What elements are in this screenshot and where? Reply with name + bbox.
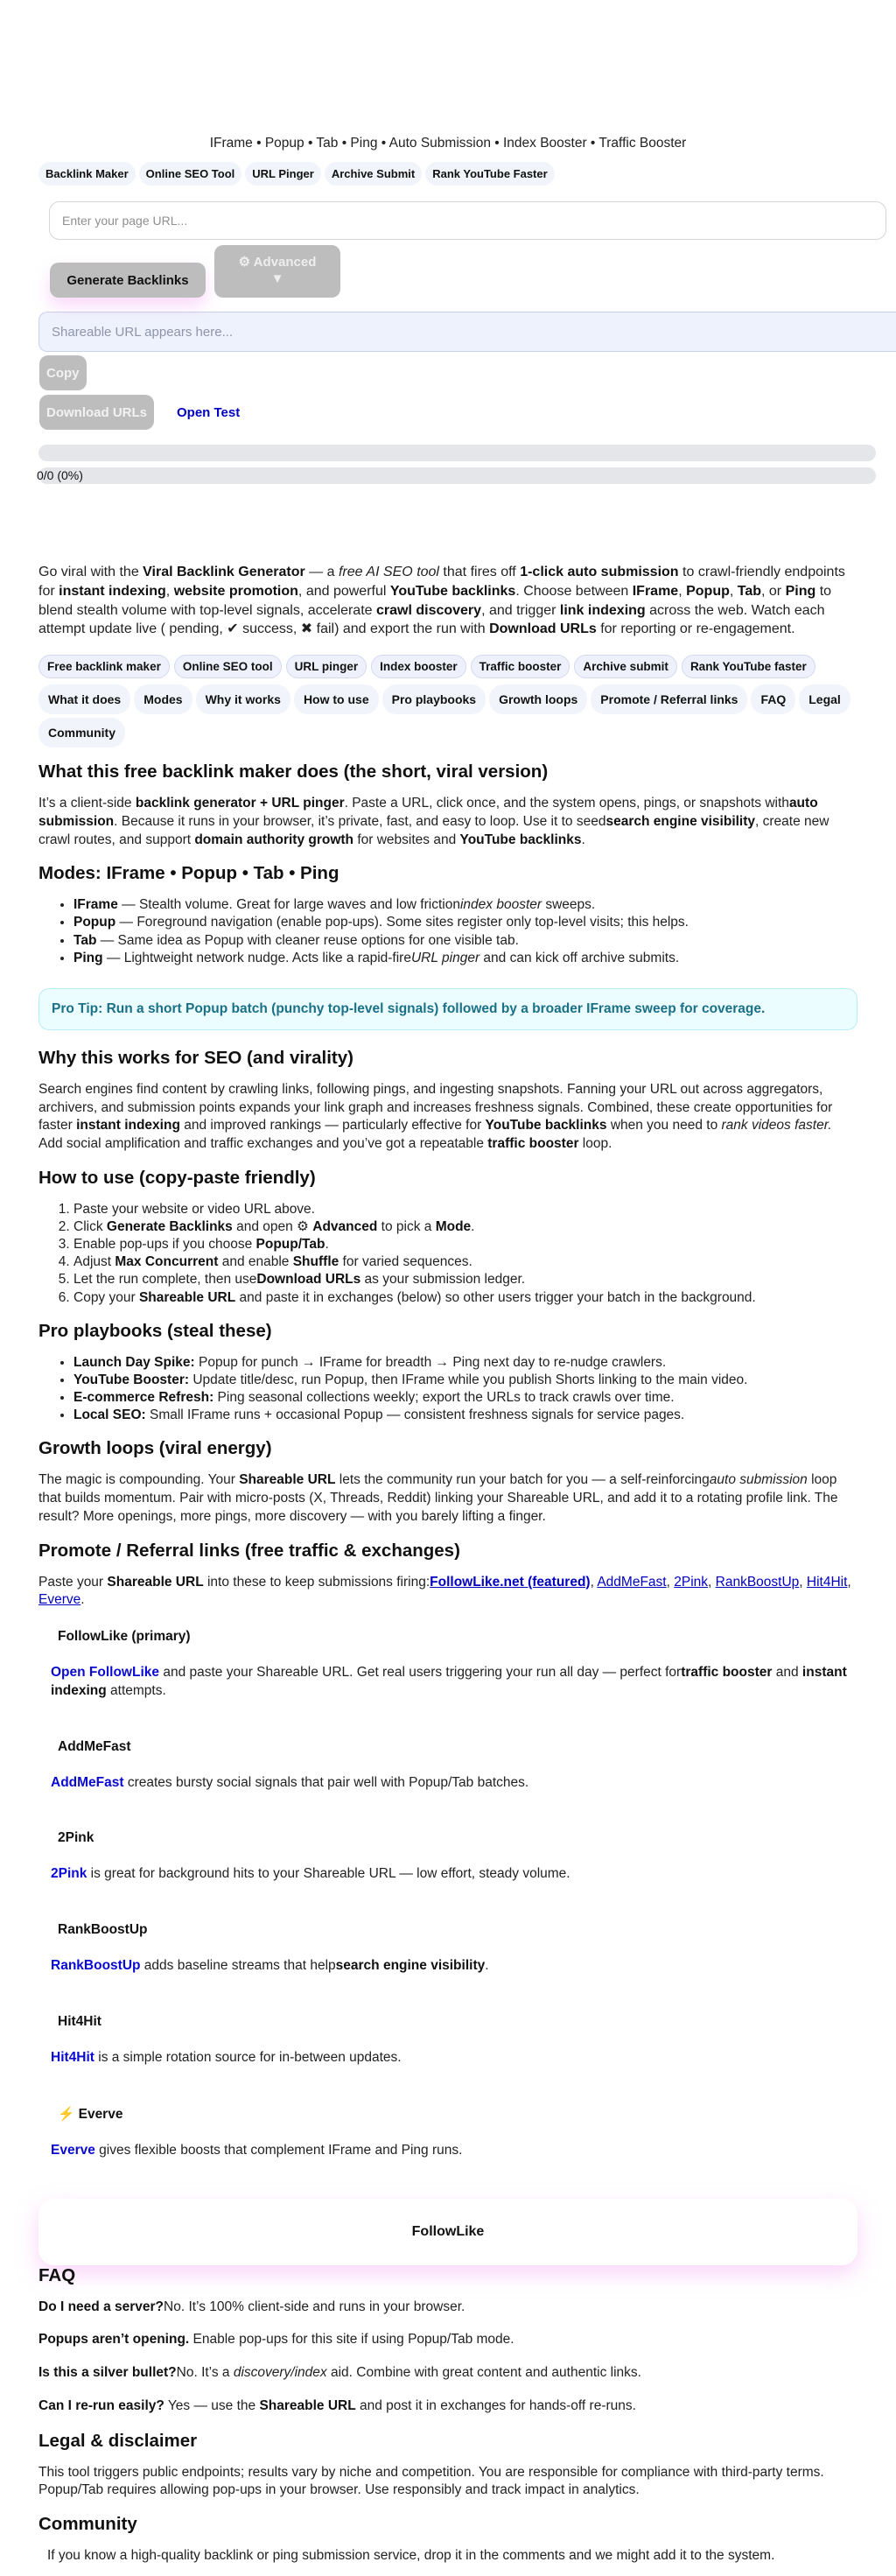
nav-faq[interactable]: FAQ (751, 684, 795, 714)
mode-item-tab: • Tab — Same idea as Popup with cleaner reuse options for one visible tab. (74, 932, 858, 950)
generate-backlinks-button[interactable]: Generate Backlinks (50, 263, 206, 298)
nav-growth-loops[interactable]: Growth loops (489, 684, 587, 714)
keyword-chip: Index booster (371, 655, 466, 678)
partner-addmefast (51, 1739, 858, 1793)
partner-desc: Hit4Hit is a simple rotation source for in-between updates. (51, 2049, 402, 2065)
link-addmefast[interactable]: AddMeFast (597, 1574, 667, 1590)
partner-title: ⚡ Everve (58, 2106, 123, 2122)
nav-what-it-does[interactable]: What it does (38, 684, 130, 714)
advanced-label: ⚙ Advanced (238, 255, 317, 270)
faq-section (38, 2265, 858, 2416)
link-hit4hit[interactable]: Hit4Hit (806, 1574, 848, 1590)
download-row (39, 395, 858, 430)
chip-backlink-maker: Backlink Maker (38, 162, 136, 186)
step-item: 2. Click Generate Backlinks and open ⚙ Advanced to pick a Mode. (74, 1218, 858, 1236)
progress-status (38, 467, 876, 484)
playbook-item: • YouTube Booster: Update title/desc, run Popup, then IFrame while you publish Shorts linking to the main video. (74, 1372, 858, 1389)
growth-paragraph: The magic is compounding. Your Shareable URL lets the community run your batch for you — a self-reinforcingauto submission loop that builds momentum. Pair with micro-posts (X, Threads, Reddit) linking your Shareable URL, and add it to a rotating profile link. The result? More openings, more pings, more discovery — with you barely lifting a finger. (38, 1472, 838, 1524)
link-followlike[interactable]: FollowLike.net (featured) (430, 1574, 591, 1590)
keyword-chips (38, 655, 858, 678)
section-title-legal: Legal & disclaimer (38, 2430, 198, 2451)
nav-modes[interactable]: Modes (134, 684, 192, 714)
top-spacer (38, 0, 858, 136)
section-nav (38, 684, 858, 748)
keyword-chip: Rank YouTube faster (682, 655, 816, 678)
partner-title: AddMeFast (58, 1738, 131, 1754)
playbooks-list (38, 1354, 858, 1425)
chip-online-seo-tool: Online SEO Tool (139, 162, 242, 186)
progress-bar (38, 445, 876, 461)
partner-desc: RankBoostUp adds baseline streams that helpsearch engine visibility. (51, 1958, 489, 1974)
faq-item: Is this a silver bullet?No. It’s a discovery/index aid. Combine with great content and authentic links. (38, 2365, 641, 2381)
addmefast-link[interactable]: AddMeFast (51, 1774, 124, 1790)
legal-paragraph: This tool triggers public endpoints; results vary by niche and competition. You are responsible for compliance with third-party terms. Popup/Tab requires allowing pop-ups in your browser. Use responsibly and track impact in analytics. (38, 2464, 824, 2498)
nav-promote[interactable]: Promote / Referral links (591, 684, 747, 714)
section-title-community: Community (38, 2514, 137, 2535)
partner-title: 2Pink (58, 1830, 94, 1846)
partner-desc: Open FollowLike and paste your Shareable URL. Get real users triggering your run all day — perfect fortraffic booster and instant indexing attempts. (51, 1665, 847, 1698)
community-paragraph: If you know a high-quality backlink or ping submission service, drop it in the comments and we might add it to the system. (47, 2548, 775, 2564)
step-item: 3. Enable pop-ups if you choose Popup/Tab. (74, 1236, 858, 1253)
progress-text: 0/0 (0%) (37, 468, 83, 482)
everve-link[interactable]: Everve (51, 2142, 95, 2158)
keyword-chip: Archive submit (574, 655, 677, 678)
faq-item: Can I re-run easily? Yes — use the Shareable URL and post it in exchanges for hands-off re-runs. (38, 2397, 636, 2413)
action-row (50, 243, 858, 298)
section-title-growth: Growth loops (viral energy) (38, 1438, 272, 1459)
nav-legal[interactable]: Legal (799, 684, 850, 714)
partner-title: RankBoostUp (58, 1922, 148, 1938)
faq-item: Popups aren’t opening. Enable pop-ups for this site if using Popup/Tab mode. (38, 2332, 514, 2348)
referral-links-paragraph: Paste your Shareable URL into these to keep submissions firing:FollowLike.net (featured), AddMeFast, 2Pink, RankBoostUp, Hit4Hit, Everve. (38, 1574, 851, 1608)
step-item: 6. Copy your Shareable URL and paste it in exchanges (below) so other users trigger your batch in the background. (74, 1289, 858, 1307)
step-item: 4. Adjust Max Concurrent and enable Shuffle for varied sequences. (74, 1253, 858, 1271)
hit4hit-link[interactable]: Hit4Hit (51, 2049, 94, 2065)
chip-rank-youtube-faster: Rank YouTube Faster (425, 162, 554, 186)
section-title-why: Why this works for SEO (and virality) (38, 1047, 354, 1068)
open-test-link[interactable]: Open Test (177, 404, 241, 420)
chip-archive-submit: Archive Submit (325, 162, 422, 186)
tagline: IFrame • Popup • Tab • Ping • Auto Submission • Index Booster • Traffic Booster (209, 136, 687, 151)
nav-pro-playbooks[interactable]: Pro playbooks (382, 684, 486, 714)
followlike-card[interactable]: FollowLike (38, 2199, 858, 2265)
keyword-chip: Online SEO tool (174, 655, 282, 678)
playbook-item: • Launch Day Spike: Popup for punch → IFrame for breadth → Ping next day to re-nudge crawlers. (74, 1354, 858, 1372)
nav-community[interactable]: Community (38, 718, 125, 748)
shareable-url-field[interactable] (38, 312, 896, 352)
section-title-faq: FAQ (38, 2264, 76, 2285)
page-url-input[interactable] (49, 201, 886, 240)
link-rankboostup[interactable]: RankBoostUp (715, 1574, 800, 1590)
intro-paragraph: Go viral with the Viral Backlink Generator — a free AI SEO tool that fires off 1-click auto submission to crawl-friendly endpoints for instant indexing, website promotion, and powerful YouTube backlinks. Choose between IFrame, Popup, Tab, or Ping to blend stealth volume with top-level signals, accelerate crawl discovery, and trigger link indexing across the web. Watch each attempt update live ( pending, ✔ success, ✖ fail) and export the run with Download URLs for reporting or re-engagement. (38, 565, 845, 637)
partner-desc: Everve gives flexible boosts that complement IFrame and Ping runs. (51, 2142, 463, 2158)
why-paragraph: Search engines find content by crawling links, following pings, and ingesting snapshots. Fanning your URL out across aggregators, archivers, and submission points expands your link graph and increases freshness signals. Combined, these create opportunities for faster instant indexing and improved rankings — particularly effective for YouTube backlinks when you need to rank videos faster. Add social amplification and traffic exchanges and you’ve got a repeatable traffic booster loop. (38, 1081, 833, 1152)
partner-2pink (51, 1830, 858, 1884)
partner-followlike (51, 1629, 858, 1701)
mode-item-ping: • Ping — Lightweight network nudge. Acts like a rapid-fireURL pinger and can kick off archive submits. (74, 950, 858, 967)
chevron-down-icon: ▼ (270, 271, 284, 286)
link-everve[interactable]: Everve (38, 1592, 81, 1608)
header-chips (38, 162, 858, 186)
partner-hit4hit (51, 2014, 858, 2067)
copy-button[interactable]: Copy (39, 355, 87, 390)
copy-row (39, 355, 858, 390)
keyword-chip: Free backlink maker (38, 655, 170, 678)
playbook-item: • E-commerce Refresh: Ping seasonal collections weekly; export the URLs to track crawls over time. (74, 1389, 858, 1407)
partner-title: FollowLike (primary) (58, 1629, 191, 1645)
2pink-link[interactable]: 2Pink (51, 1866, 88, 1882)
section-title-playbooks: Pro playbooks (steal these) (38, 1320, 272, 1341)
partner-rankboostup (51, 1922, 858, 1976)
partner-title: Hit4Hit (58, 2013, 102, 2029)
faq-item: Do I need a server?No. It’s 100% client-side and runs in your browser. (38, 2299, 466, 2314)
community-section (38, 2514, 858, 2565)
playbook-item: • Local SEO: Small IFrame runs + occasional Popup — consistent freshness signals for service pages. (74, 1407, 858, 1424)
mode-item-iframe: • IFrame — Stealth volume. Great for large waves and low frictionindex booster sweeps. (74, 896, 858, 914)
what-paragraph: It’s a client-side backlink generator + URL pinger. Paste a URL, click once, and the system opens, pings, or snapshots withauto submission. Because it runs in your browser, it’s private, fast, and easy to loop. Use it to seedsearch engine visibility, create new crawl routes, and support domain authority growth for websites and YouTube backlinks. (38, 796, 830, 847)
partner-everve (51, 2106, 858, 2160)
download-urls-button[interactable]: Download URLs (39, 395, 154, 430)
section-title-how: How to use (copy-paste friendly) (38, 1167, 316, 1188)
nav-why-it-works[interactable]: Why it works (196, 684, 290, 714)
advanced-toggle-button[interactable] (214, 245, 340, 298)
pro-tip-callout: Pro Tip: Run a short Popup batch (punchy top-level signals) followed by a broader IFrame sweep for coverage. (38, 988, 858, 1030)
modes-list (38, 896, 858, 967)
keyword-chip: URL pinger (286, 655, 368, 678)
section-title-promote: Promote / Referral links (free traffic & exchanges) (38, 1540, 460, 1561)
step-item: 1. Paste your website or video URL above. (74, 1201, 858, 1218)
section-title-what: What this free backlink maker does (the short, viral version) (38, 762, 549, 782)
partner-desc: 2Pink is great for background hits to your Shareable URL — low effort, steady volume. (51, 1866, 570, 1882)
open-followlike-link[interactable]: Open FollowLike (51, 1665, 160, 1681)
partner-desc: AddMeFast creates bursty social signals that pair well with Popup/Tab batches. (51, 1774, 529, 1790)
how-to-steps (38, 1201, 858, 1307)
link-2pink[interactable]: 2Pink (674, 1574, 709, 1590)
step-item: 5. Let the run complete, then useDownload URLs as your submission ledger. (74, 1271, 858, 1288)
chip-url-pinger: URL Pinger (245, 162, 321, 186)
nav-how-to-use[interactable]: How to use (294, 684, 379, 714)
keyword-chip: Traffic booster (471, 655, 570, 678)
section-title-modes: Modes: IFrame • Popup • Tab • Ping (38, 863, 340, 884)
rankboostup-link[interactable]: RankBoostUp (51, 1958, 141, 1974)
mode-item-popup: • Popup — Foreground navigation (enable pop-ups). Some sites register only top-level visits; this helps. (74, 914, 858, 931)
